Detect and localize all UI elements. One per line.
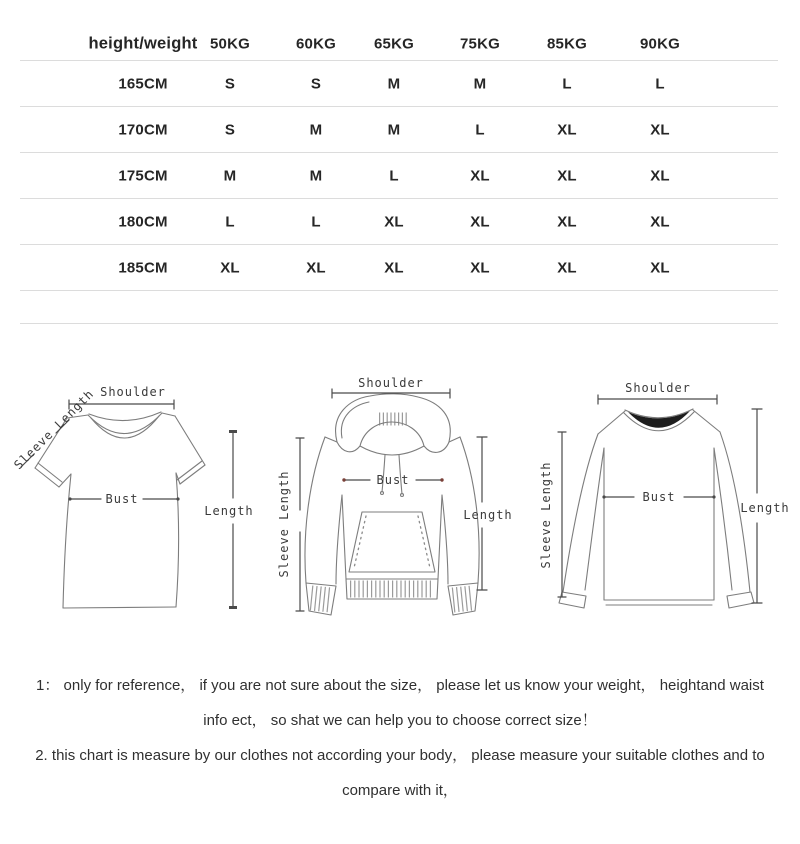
bust-label: Bust bbox=[105, 492, 139, 506]
row-label-cell: 165CM bbox=[118, 75, 168, 92]
size-cell: XL bbox=[650, 121, 670, 138]
size-cell: XL bbox=[650, 167, 670, 184]
size-cell: M bbox=[387, 121, 401, 138]
row-label-cell: 180CM bbox=[118, 213, 168, 230]
table-row-170cm bbox=[20, 107, 778, 153]
size-cell: L bbox=[311, 213, 321, 230]
size-cell: XL bbox=[220, 259, 240, 276]
tshirt-outline bbox=[35, 412, 205, 608]
size-cell: L bbox=[562, 75, 572, 92]
size-cell: XL bbox=[470, 213, 490, 230]
bust-label: Bust bbox=[376, 473, 410, 487]
header-cell-75kg: 75KG bbox=[460, 35, 500, 52]
size-cell: XL bbox=[557, 167, 577, 184]
length-label: Length bbox=[740, 501, 790, 515]
size-cell: L bbox=[655, 75, 665, 92]
shoulder-label: Shoulder bbox=[625, 381, 691, 395]
hoodie-ribbing bbox=[311, 419, 473, 600]
size-cell: M bbox=[223, 167, 237, 184]
tshirt-diagram bbox=[8, 352, 263, 652]
size-cell: XL bbox=[384, 213, 404, 230]
length-label: Length bbox=[463, 508, 513, 522]
size-cell: S bbox=[310, 75, 322, 92]
header-cell-85kg: 85KG bbox=[547, 35, 587, 52]
size-cell: L bbox=[389, 167, 399, 184]
bust-label: Bust bbox=[642, 490, 676, 504]
length-label: Length bbox=[204, 504, 254, 518]
size-cell: XL bbox=[557, 121, 577, 138]
size-cell: S bbox=[224, 75, 236, 92]
note-line-4: compare with it， bbox=[342, 782, 458, 799]
longsleeve-shirt-diagram bbox=[538, 352, 793, 652]
size-table bbox=[20, 27, 778, 324]
header-cell-90kg: 90KG bbox=[640, 35, 680, 52]
header-cell-height-weight: height/weight bbox=[88, 34, 198, 52]
size-cell: M bbox=[473, 75, 487, 92]
size-cell: XL bbox=[557, 213, 577, 230]
size-cell: S bbox=[224, 121, 236, 138]
table-empty-row bbox=[20, 291, 778, 324]
notes bbox=[0, 668, 800, 808]
size-cell: M bbox=[387, 75, 401, 92]
note-line-1: 1： only for reference， if you are not sure about the size， please let us know your weight， heightand waist bbox=[36, 677, 764, 694]
sleeve-length-label: Sleeve Length bbox=[11, 386, 97, 473]
table-row-175cm bbox=[20, 153, 778, 199]
size-cell: L bbox=[225, 213, 235, 230]
sleeve-length-label: Sleeve Length bbox=[277, 470, 291, 578]
row-label-cell: 185CM bbox=[118, 259, 168, 276]
size-cell: M bbox=[309, 121, 323, 138]
size-cell: XL bbox=[650, 213, 670, 230]
size-cell: M bbox=[309, 167, 323, 184]
size-cell: XL bbox=[650, 259, 670, 276]
table-row-165cm bbox=[20, 61, 778, 107]
shoulder-label: Shoulder bbox=[100, 385, 166, 399]
note-line-2: info ect， so shat we can help you to choose correct size！ bbox=[203, 712, 597, 729]
table-header-row bbox=[20, 27, 778, 61]
size-cell: XL bbox=[470, 167, 490, 184]
row-label-cell: 170CM bbox=[118, 121, 168, 138]
row-label-cell: 175CM bbox=[118, 167, 168, 184]
size-cell: L bbox=[475, 121, 485, 138]
table-row-185cm bbox=[20, 245, 778, 291]
header-cell-60kg: 60KG bbox=[296, 35, 336, 52]
shoulder-label: Shoulder bbox=[358, 376, 424, 390]
size-cell: XL bbox=[470, 259, 490, 276]
header-cell-65kg: 65KG bbox=[374, 35, 414, 52]
note-line-3: 2. this chart is measure by our clothes not according your body， please measure your suitable clothes and to bbox=[35, 747, 765, 764]
longsleeve-outline bbox=[559, 409, 754, 608]
size-cell: XL bbox=[557, 259, 577, 276]
size-cell: XL bbox=[306, 259, 326, 276]
size-cell: XL bbox=[384, 259, 404, 276]
table-row-180cm bbox=[20, 199, 778, 245]
hoodie-diagram bbox=[272, 352, 522, 652]
sleeve-length-label: Sleeve Length bbox=[539, 461, 553, 569]
header-cell-50kg: 50KG bbox=[210, 35, 250, 52]
